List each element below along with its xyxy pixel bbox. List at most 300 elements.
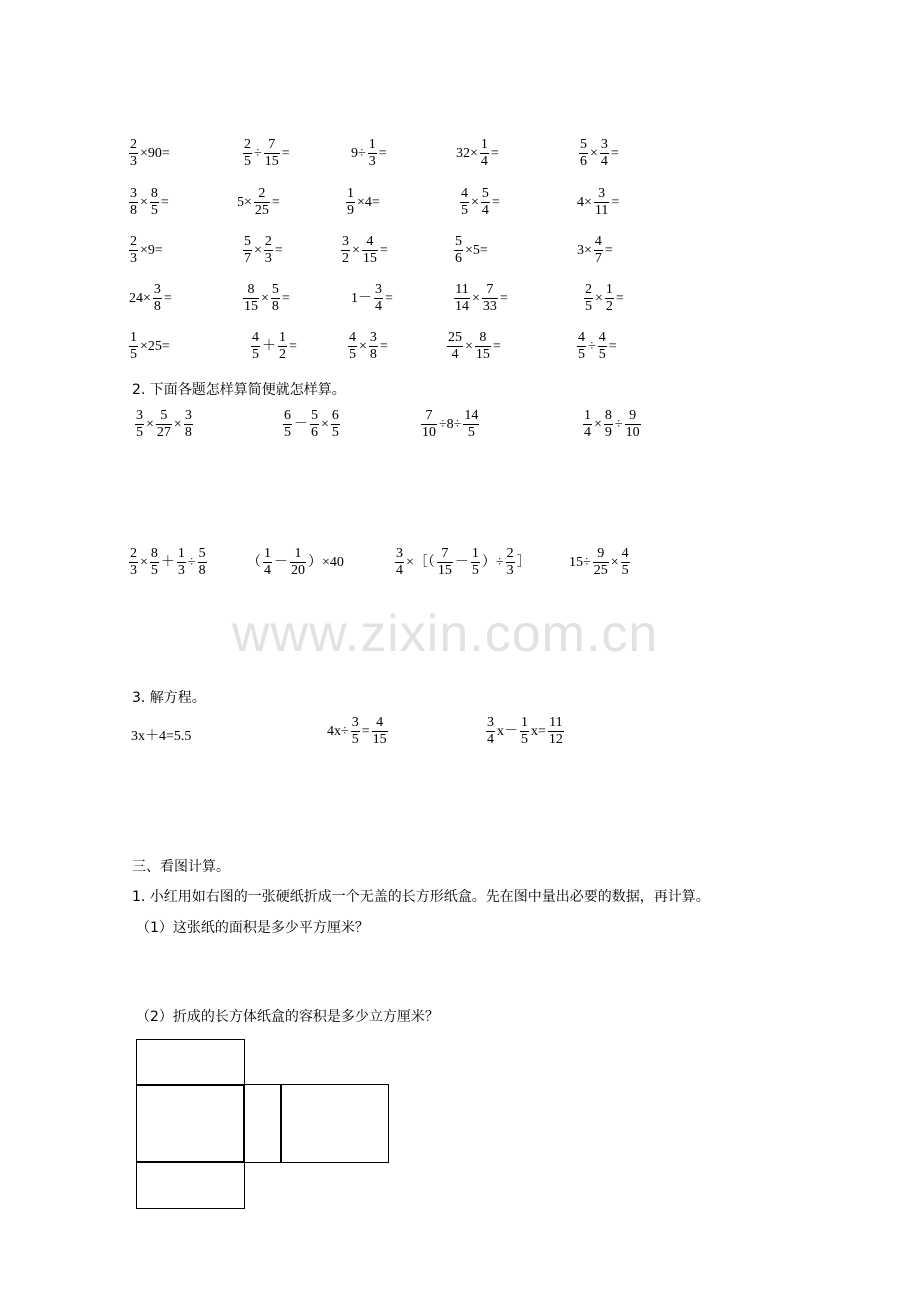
oral-calc-item xyxy=(446,330,502,363)
fraction xyxy=(184,408,193,441)
simplify-item xyxy=(420,408,480,441)
net-bottom-flap xyxy=(136,1161,245,1209)
operator-text: = xyxy=(281,145,290,161)
operator-text: × xyxy=(140,194,148,210)
fraction xyxy=(198,546,207,579)
operator-text: ＋ xyxy=(262,338,276,354)
net-base xyxy=(136,1084,245,1163)
fraction xyxy=(129,137,138,170)
operator-text: 1－ xyxy=(351,290,372,306)
fraction xyxy=(331,408,340,441)
fraction xyxy=(351,715,360,748)
denominator: 12 xyxy=(548,732,563,747)
operator-text: ］ xyxy=(516,554,531,570)
oral-calc-item xyxy=(576,186,620,219)
operator-text: × xyxy=(146,416,154,432)
denominator: 8 xyxy=(369,347,377,362)
operator-text: × xyxy=(465,338,473,354)
operator-text: = xyxy=(385,290,393,306)
operator-text: × xyxy=(321,416,329,432)
numerator: 3 xyxy=(600,137,608,152)
operator-text: ）÷ xyxy=(481,554,504,570)
fraction xyxy=(135,408,144,441)
fraction xyxy=(605,282,614,315)
fraction xyxy=(594,186,609,219)
numerator: 4 xyxy=(621,546,629,561)
denominator: 10 xyxy=(625,425,640,440)
denominator: 3 xyxy=(368,154,376,169)
denominator: 2 xyxy=(342,251,349,266)
denominator: 15 xyxy=(475,347,490,362)
denominator: 5 xyxy=(585,299,592,314)
operator-text: = xyxy=(611,194,620,210)
denominator: 11 xyxy=(594,203,609,218)
operator-text: ）×40 xyxy=(308,554,344,570)
fraction xyxy=(341,234,350,267)
numerator: 5 xyxy=(271,282,279,297)
fraction xyxy=(278,330,287,363)
oral-calc-item xyxy=(128,330,171,363)
oral-calc-item xyxy=(345,186,381,219)
fraction xyxy=(254,186,270,219)
numerator: 2 xyxy=(130,234,137,249)
denominator: 3 xyxy=(264,251,272,266)
denominator: 20 xyxy=(291,563,305,578)
operator-text: x= xyxy=(531,723,546,739)
numerator: 2 xyxy=(258,186,266,201)
fraction xyxy=(374,282,383,315)
denominator: 5 xyxy=(467,425,475,440)
fraction xyxy=(271,282,280,315)
numerator: 8 xyxy=(150,546,158,561)
numerator: 5 xyxy=(311,408,318,423)
fraction xyxy=(129,546,138,579)
fraction xyxy=(594,234,603,267)
numerator: 7 xyxy=(268,137,276,152)
numerator: 4 xyxy=(594,234,602,249)
operator-text: = xyxy=(491,194,500,210)
operator-text: 4× xyxy=(577,194,592,210)
denominator: 15 xyxy=(437,563,452,578)
numerator: 4 xyxy=(349,330,356,345)
oral-calc-item xyxy=(350,282,394,315)
operator-text: × xyxy=(472,290,480,306)
fraction xyxy=(583,408,592,441)
numerator: 4 xyxy=(376,715,384,730)
denominator: 5 xyxy=(331,425,339,440)
operator-text: 9÷ xyxy=(351,145,366,161)
fraction xyxy=(579,137,588,170)
fraction xyxy=(480,137,489,170)
operator-text: － xyxy=(274,554,288,570)
oral-calc-item xyxy=(340,234,389,267)
denominator: 4 xyxy=(451,347,459,362)
denominator: 4 xyxy=(480,154,488,169)
oral-calc-item xyxy=(236,186,281,219)
operator-text: ＋ xyxy=(160,554,175,570)
numerator: 5 xyxy=(481,186,489,201)
operator-text: = xyxy=(608,338,617,354)
numerator: 3 xyxy=(136,408,143,423)
numerator: 2 xyxy=(130,137,137,152)
operator-text: = xyxy=(379,338,388,354)
operator-text: 5× xyxy=(237,194,252,210)
denominator: 33 xyxy=(482,299,497,314)
denominator: 9 xyxy=(347,203,354,218)
oral-calc-item xyxy=(350,137,388,170)
denominator: 5 xyxy=(471,563,479,578)
numerator: 1 xyxy=(368,137,376,152)
fraction xyxy=(471,546,480,579)
numerator: 2 xyxy=(264,234,272,249)
fraction xyxy=(548,715,564,748)
oral-calc-item xyxy=(578,137,620,170)
operator-text: = xyxy=(271,194,280,210)
simplify-item xyxy=(134,408,194,441)
denominator: 5 xyxy=(136,425,143,440)
fraction xyxy=(290,546,306,579)
section-3-title: 3. 解方程。 xyxy=(132,690,206,706)
fraction xyxy=(368,137,377,170)
denominator: 5 xyxy=(130,347,137,362)
fraction xyxy=(372,715,388,748)
operator-text: ÷ xyxy=(187,554,196,570)
denominator: 3 xyxy=(130,251,137,266)
operator-text: 15÷ xyxy=(569,554,591,570)
denominator: 8 xyxy=(271,299,279,314)
oral-calc-item xyxy=(576,234,614,267)
operator-text: × xyxy=(594,416,602,432)
operator-text: × xyxy=(595,290,603,306)
numerator: 5 xyxy=(455,234,462,249)
simplify-item xyxy=(568,546,631,579)
denominator: 4 xyxy=(600,154,608,169)
operator-text: ×9= xyxy=(140,242,163,258)
fraction xyxy=(577,330,586,363)
simplify-item xyxy=(282,408,341,441)
denominator: 3 xyxy=(506,563,514,578)
operator-text: × xyxy=(261,290,269,306)
oral-calc-item xyxy=(583,282,625,315)
operator-text: ×4= xyxy=(357,194,380,210)
fraction xyxy=(177,546,186,579)
numerator: 1 xyxy=(480,137,488,152)
operator-text: ÷ xyxy=(254,145,262,161)
numerator: 7 xyxy=(425,408,433,423)
fraction xyxy=(283,408,292,441)
numerator: 14 xyxy=(464,408,479,423)
equation-item xyxy=(130,730,192,744)
oral-calc-item xyxy=(453,234,489,267)
numerator: 6 xyxy=(284,408,291,423)
denominator: 5 xyxy=(461,203,468,218)
oral-calc-item xyxy=(242,234,284,267)
part-3-heading: 三、看图计算。 xyxy=(132,859,230,875)
operator-text: = xyxy=(610,145,619,161)
fraction xyxy=(486,715,495,748)
denominator: 4 xyxy=(584,425,591,440)
denominator: 27 xyxy=(156,425,171,440)
fraction xyxy=(625,408,641,441)
operator-text: = xyxy=(378,145,387,161)
denominator: 2 xyxy=(279,347,286,362)
numerator: 5 xyxy=(244,234,251,249)
equation-item xyxy=(326,715,389,748)
numerator: 1 xyxy=(177,546,185,561)
fraction xyxy=(150,186,159,219)
operator-text: （ xyxy=(247,554,261,570)
operator-text: = xyxy=(281,290,290,306)
oral-calc-item xyxy=(128,186,170,219)
denominator: 3 xyxy=(130,154,137,169)
oral-calc-item xyxy=(459,186,501,219)
numerator: 2 xyxy=(506,546,514,561)
denominator: 5 xyxy=(252,347,259,362)
denominator: 5 xyxy=(150,203,158,218)
fraction xyxy=(475,330,491,363)
denominator: 3 xyxy=(130,563,137,578)
operator-text: x－ xyxy=(497,723,518,739)
numerator: 3 xyxy=(153,282,161,297)
numerator: 8 xyxy=(479,330,487,345)
fraction xyxy=(421,408,437,441)
operator-text: × xyxy=(173,416,182,432)
numerator: 3 xyxy=(396,546,403,561)
denominator: 5 xyxy=(598,347,606,362)
numerator: 1 xyxy=(471,546,479,561)
denominator: 15 xyxy=(362,251,377,266)
numerator: 4 xyxy=(598,330,606,345)
denominator: 6 xyxy=(455,251,462,266)
denominator: 5 xyxy=(621,563,629,578)
numerator: 3 xyxy=(184,408,192,423)
fraction xyxy=(369,330,378,363)
denominator: 5 xyxy=(150,563,158,578)
denominator: 7 xyxy=(594,251,602,266)
fraction xyxy=(463,408,479,441)
denominator: 8 xyxy=(184,425,192,440)
numerator: 9 xyxy=(629,408,637,423)
fraction xyxy=(348,330,357,363)
fraction xyxy=(129,186,138,219)
numerator: 2 xyxy=(244,137,251,152)
denominator: 4 xyxy=(264,563,271,578)
operator-text: = xyxy=(379,242,388,258)
numerator: 1 xyxy=(264,546,271,561)
numerator: 6 xyxy=(331,408,339,423)
denominator: 4 xyxy=(481,203,489,218)
operator-text: － xyxy=(294,416,308,432)
simplify-item xyxy=(246,546,345,579)
numerator: 3 xyxy=(598,186,606,201)
denominator: 8 xyxy=(130,203,137,218)
numerator: 9 xyxy=(597,546,605,561)
fraction xyxy=(598,330,607,363)
operator-text: = xyxy=(490,145,499,161)
denominator: 15 xyxy=(264,154,279,169)
denominator: 3 xyxy=(177,563,185,578)
problem-statement: 1. 小红用如右图的一张硬纸折成一个无盖的长方形纸盒。先在图中量出必要的数据，再计算。 xyxy=(132,889,710,905)
operator-text: ×25= xyxy=(140,338,170,354)
operator-text: = xyxy=(160,194,169,210)
numerator: 1 xyxy=(347,186,354,201)
operator-text: 3x＋4=5.5 xyxy=(131,729,192,744)
operator-text: = xyxy=(492,338,501,354)
operator-text: － xyxy=(454,554,469,570)
fraction xyxy=(454,234,463,267)
question-1: （1）这张纸的面积是多少平方厘米？ xyxy=(136,920,369,936)
oral-calc-item xyxy=(128,234,164,267)
denominator: 5 xyxy=(349,347,356,362)
denominator: 5 xyxy=(284,425,291,440)
oral-calc-item xyxy=(455,137,500,170)
oral-calc-item xyxy=(128,137,171,170)
numerator: 4 xyxy=(366,234,374,249)
denominator: 7 xyxy=(244,251,251,266)
operator-text: = xyxy=(361,723,370,739)
operator-text: = xyxy=(615,290,624,306)
denominator: 15 xyxy=(244,299,258,314)
operator-text: × xyxy=(254,242,262,258)
denominator: 8 xyxy=(198,563,206,578)
denominator: 5 xyxy=(578,347,585,362)
fraction xyxy=(310,408,319,441)
numerator: 2 xyxy=(585,282,592,297)
numerator: 4 xyxy=(578,330,585,345)
operator-text: = xyxy=(604,242,613,258)
operator-text: = xyxy=(274,242,283,258)
operator-text: 3× xyxy=(577,242,592,258)
fraction xyxy=(506,546,515,579)
fraction xyxy=(251,330,260,363)
fraction xyxy=(346,186,355,219)
question-2: （2）折成的长方体纸盒的容积是多少立方厘米？ xyxy=(136,1009,439,1025)
denominator: 4 xyxy=(487,732,494,747)
numerator: 1 xyxy=(605,282,613,297)
denominator: 5 xyxy=(244,154,251,169)
simplify-item xyxy=(128,546,208,579)
section-2-title: 2. 下面各题怎样算简便就怎样算。 xyxy=(132,382,346,398)
operator-text: × xyxy=(140,554,148,570)
numerator: 3 xyxy=(369,330,377,345)
numerator: 3 xyxy=(487,715,494,730)
numerator: 8 xyxy=(150,186,158,201)
fraction xyxy=(362,234,378,267)
denominator: 4 xyxy=(396,563,403,578)
net-side-flap xyxy=(243,1084,282,1163)
fraction xyxy=(604,408,613,441)
fraction xyxy=(460,186,469,219)
fraction xyxy=(437,546,453,579)
fraction xyxy=(593,546,609,579)
equation-item xyxy=(485,715,565,748)
fraction xyxy=(600,137,609,170)
operator-text: ×90= xyxy=(140,145,170,161)
fraction xyxy=(447,330,463,363)
numerator: 1 xyxy=(279,330,286,345)
operator-text: 32× xyxy=(456,145,478,161)
numerator: 11 xyxy=(549,715,563,730)
operator-text: × xyxy=(359,338,367,354)
fraction xyxy=(243,234,252,267)
fraction xyxy=(129,234,138,267)
numerator: 7 xyxy=(486,282,494,297)
numerator: 5 xyxy=(580,137,587,152)
denominator: 4 xyxy=(375,299,382,314)
operator-text: = xyxy=(163,290,172,306)
numerator: 1 xyxy=(294,546,302,561)
oral-calc-item xyxy=(576,330,618,363)
watermark: www.zixin.com.cn xyxy=(232,605,659,663)
numerator: 4 xyxy=(252,330,259,345)
denominator: 10 xyxy=(422,425,436,440)
operator-text: = xyxy=(499,290,508,306)
numerator: 8 xyxy=(247,282,255,297)
fraction xyxy=(150,546,159,579)
numerator: 5 xyxy=(160,408,168,423)
fraction xyxy=(520,715,529,748)
numerator: 4 xyxy=(461,186,468,201)
simplify-item xyxy=(394,546,532,579)
oral-calc-item xyxy=(242,137,291,170)
net-right-face xyxy=(280,1084,389,1163)
fraction xyxy=(621,546,630,579)
operator-text: × xyxy=(471,194,479,210)
denominator: 6 xyxy=(311,425,318,440)
denominator: 5 xyxy=(351,732,359,747)
denominator: 15 xyxy=(372,732,387,747)
oral-calc-item xyxy=(250,330,298,363)
numerator: 3 xyxy=(342,234,349,249)
numerator: 11 xyxy=(455,282,469,297)
denominator: 9 xyxy=(604,425,612,440)
fraction xyxy=(156,408,172,441)
fraction xyxy=(263,546,272,579)
operator-text: ×［（ xyxy=(406,554,435,570)
numerator: 1 xyxy=(521,715,528,730)
fraction xyxy=(243,282,259,315)
numerator: 3 xyxy=(130,186,137,201)
fraction xyxy=(584,282,593,315)
operator-text: 24× xyxy=(129,290,151,306)
fraction xyxy=(264,137,280,170)
operator-text: ÷8÷ xyxy=(439,416,462,432)
numerator: 5 xyxy=(198,546,206,561)
numerator: 3 xyxy=(351,715,359,730)
operator-text: = xyxy=(289,338,297,354)
net-top-flap xyxy=(136,1039,245,1086)
fraction xyxy=(243,137,252,170)
operator-text: × xyxy=(590,145,598,161)
denominator: 2 xyxy=(605,299,613,314)
denominator: 25 xyxy=(593,563,608,578)
oral-calc-item xyxy=(453,282,509,315)
oral-calc-item xyxy=(128,282,173,315)
denominator: 6 xyxy=(580,154,587,169)
numerator: 1 xyxy=(130,330,137,345)
numerator: 1 xyxy=(584,408,591,423)
oral-calc-item xyxy=(347,330,389,363)
fraction xyxy=(129,330,138,363)
operator-text: × xyxy=(610,554,619,570)
numerator: 7 xyxy=(441,546,449,561)
denominator: 5 xyxy=(521,732,528,747)
fraction xyxy=(153,282,162,315)
operator-text: 4x÷ xyxy=(327,723,349,739)
numerator: 8 xyxy=(604,408,612,423)
fraction xyxy=(482,282,498,315)
numerator: 2 xyxy=(130,546,137,561)
